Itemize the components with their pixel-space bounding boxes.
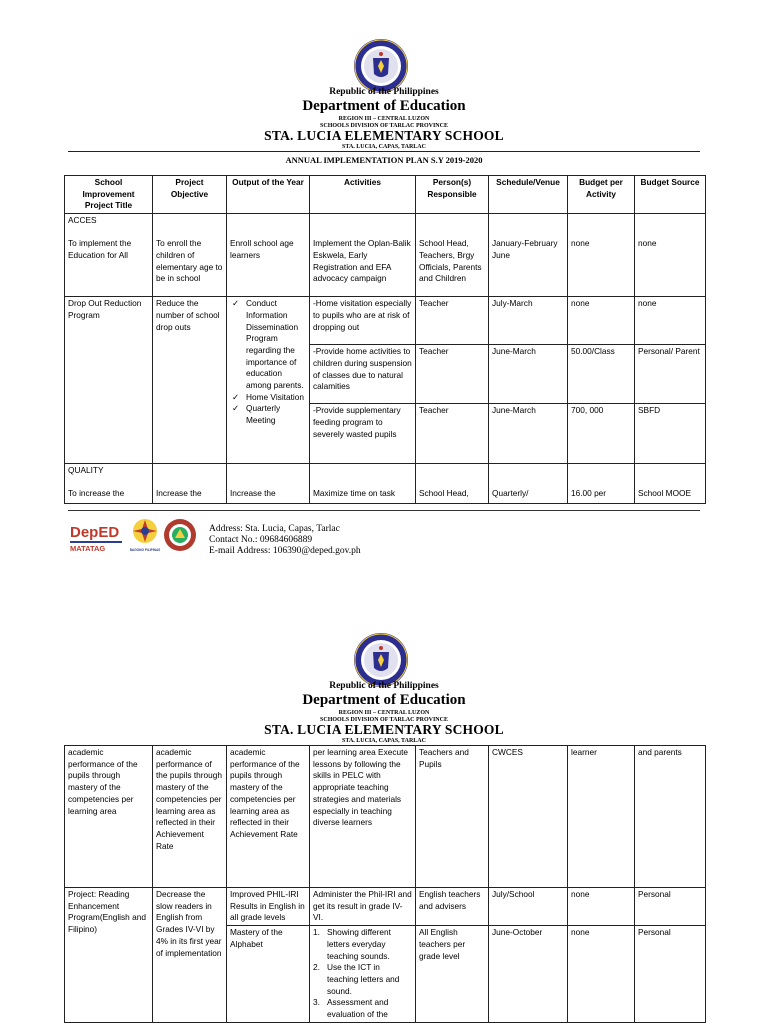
school-address-line: STA. LUCIA, CAPAS, TARLAC [342, 144, 426, 150]
implementation-table-page1 [64, 175, 706, 504]
table-cell [65, 464, 153, 504]
table-cell: academic performance of the pupils through mastery of the competencies per learning area as reflected in their Achievement Rate [153, 746, 227, 888]
table-cell [227, 464, 310, 504]
project-title: To implement the Education for All [68, 237, 132, 260]
table-cell: June-March [489, 345, 568, 404]
activity-item-text: Use the ICT in teaching letters and sound. [327, 962, 400, 996]
page-gap [0, 576, 768, 596]
table-cell: June-March [489, 404, 568, 464]
table-row [65, 214, 706, 297]
document-page-2 [0, 596, 768, 1024]
table-cell [568, 214, 635, 297]
school-name: STA. LUCIA ELEMENTARY SCHOOL [264, 722, 504, 737]
list-item [230, 392, 306, 404]
project-title: To increase the [68, 487, 125, 498]
table-cell: July-March [489, 297, 568, 345]
activity-item-text: Showing different letters everyday teaching sounds. [327, 927, 391, 961]
table-cell: Teacher [416, 297, 489, 345]
table-cell: June-October [489, 926, 568, 1023]
list-item [230, 403, 306, 426]
table-cell [310, 926, 416, 1023]
activity-text: Maximize time on task [313, 488, 396, 499]
republic-line: Republic of the Philippines [329, 87, 439, 97]
table-row [65, 297, 706, 345]
department-title: Department of Education [302, 692, 466, 708]
table-header-row [65, 176, 706, 214]
output-item-text: Conduct Information Dissemination Program regarding the importance of education among parents. [246, 298, 304, 391]
school-address-line: STA. LUCIA, CAPAS, TARLAC [342, 738, 426, 744]
objective-text: Increase the [156, 488, 202, 499]
region-line: REGION III – CENTRAL LUZON [338, 710, 430, 716]
deped-seal-icon [353, 38, 409, 94]
table-cell: Teachers and Pupils [416, 746, 489, 888]
department-title: Department of Education [302, 98, 466, 114]
table-cell: Personal/ Parent [635, 345, 706, 404]
col-header: Schedule/Venue [489, 176, 568, 214]
table-cell: none [568, 926, 635, 1023]
footer-contact: Contact No.: 09684606889 [209, 535, 313, 545]
table-cell: SBFD [635, 404, 706, 464]
footer-email: E-mail Address: 106390@deped.gov.ph [209, 546, 361, 556]
table-cell [568, 464, 635, 504]
table-cell: academic performance of the pupils through mastery of the competencies per learning area [65, 746, 153, 888]
table-row [65, 746, 706, 888]
col-header: Activities [310, 176, 416, 214]
check-icon: ✓ [232, 391, 239, 402]
objective-text: To enroll the children of elementary age to be in school [156, 238, 223, 284]
table-cell: Mastery of the Alphabet [227, 926, 310, 1023]
school-logo [163, 518, 197, 552]
col-header: School Improvement Project Title [65, 176, 153, 214]
activity-numbered-list [313, 927, 412, 1021]
col-header: Budget Source [635, 176, 706, 214]
table-cell: 50.00/Class [568, 345, 635, 404]
table-cell: none [635, 297, 706, 345]
school-name: STA. LUCIA ELEMENTARY SCHOOL [264, 128, 504, 143]
table-row [65, 888, 706, 926]
table-cell: Project: Reading Enhancement Program(English and Filipino) [65, 888, 153, 1023]
table-cell: Drop Out Reduction Program [65, 297, 153, 464]
table-cell: learner [568, 746, 635, 888]
table-cell [416, 214, 489, 297]
activity-item-text: Assessment and evaluation of the [327, 997, 389, 1020]
table-cell [416, 464, 489, 504]
output-text: Enroll school age learners [230, 238, 294, 260]
col-header: Project Objective [153, 176, 227, 214]
table-cell [635, 214, 706, 297]
table-cell: none [568, 297, 635, 345]
list-item: 3. Assessment and evaluation of the [313, 997, 389, 1020]
table-cell [65, 214, 153, 297]
division-line: SCHOOLS DIVISION OF TARLAC PROVINCE [320, 717, 448, 723]
table-cell [310, 464, 416, 504]
persons-text: School Head, [419, 488, 469, 499]
table-cell [153, 464, 227, 504]
division-line: SCHOOLS DIVISION OF TARLAC PROVINCE [320, 123, 448, 129]
col-header: Output of the Year [227, 176, 310, 214]
table-cell: Teacher [416, 345, 489, 404]
table-cell [227, 297, 310, 464]
table-cell: Improved PHIL-IRI Results in English in all grade levels [227, 888, 310, 926]
list-item: 1. Showing different letters everyday teaching sounds. [313, 927, 391, 961]
table-cell: Teacher [416, 404, 489, 464]
table-cell [489, 464, 568, 504]
table-cell: Decrease the slow readers in English from Grades IV-VI by 4% in its first year of implementation [153, 888, 227, 1023]
bagong-pilipinas-logo [130, 517, 160, 555]
implementation-table-page2 [64, 745, 706, 1023]
table-cell: July/School [489, 888, 568, 926]
budget-text: 16.00 per [571, 488, 607, 499]
plan-title: ANNUAL IMPLEMENTATION PLAN S.Y 2019-2020 [285, 155, 483, 165]
table-cell: per learning area Execute lessons by following the skills in PELC with appropriate teaching strategies and materials especially in teaching diverse learners [310, 746, 416, 888]
schedule-text: January-February June [492, 238, 558, 260]
output-item-text: Quarterly Meeting [246, 403, 281, 426]
region-line: REGION III – CENTRAL LUZON [338, 116, 430, 122]
table-cell: English teachers and advisers [416, 888, 489, 926]
deped-logo-text: DepED [70, 524, 120, 541]
table-cell: All English teachers per grade level [416, 926, 489, 1023]
table-cell [489, 214, 568, 297]
section-label-quality: QUALITY [68, 465, 104, 476]
check-icon: ✓ [232, 403, 239, 414]
output-text: Increase the [230, 488, 276, 499]
table-cell: Administer the Phil-IRI and get its result in grade IV-VI. [310, 888, 416, 926]
table-cell: Personal [635, 926, 706, 1023]
table-cell: Personal [635, 888, 706, 926]
table-cell: CWCES [489, 746, 568, 888]
footer-address: Address: Sta. Lucia, Capas, Tarlac [209, 524, 340, 534]
republic-line: Republic of the Philippines [329, 681, 439, 691]
table-cell: academic performance of the pupils through mastery of the competencies per learning area as reflected in their Achievement Rate [227, 746, 310, 888]
check-icon: ✓ [232, 298, 239, 309]
output-checklist [230, 298, 306, 427]
list-item: 2. Use the ICT in teaching letters and sound. [313, 962, 400, 996]
footer-rule [68, 510, 700, 511]
table-cell: none [568, 888, 635, 926]
table-cell: Reduce the number of school drop outs [153, 297, 227, 464]
table-cell: -Home visitation especially to pupils who are at risk of dropping out [310, 297, 416, 345]
bagong-pilipinas-text: BAGONG PILIPINAS [130, 548, 160, 552]
persons-text: School Head, Teachers, Brgy Officials, Parents and Children [419, 238, 482, 284]
section-label-access: ACCES [68, 215, 97, 226]
table-cell: and parents [635, 746, 706, 888]
table-cell: 700, 000 [568, 404, 635, 464]
table-cell [310, 214, 416, 297]
source-text: none [638, 238, 657, 249]
table-cell [153, 214, 227, 297]
deped-matatag-logo [68, 520, 126, 554]
activity-text: Implement the Oplan-Balik Eskwela, Early Registration and EFA advocacy campaign [313, 238, 411, 284]
list-item [230, 298, 306, 392]
table-cell [227, 214, 310, 297]
table-cell: -Provide home activities to children during suspension of classes due to natural calamities [310, 345, 416, 404]
header-rule [68, 151, 700, 152]
schedule-text: Quarterly/ [492, 488, 529, 499]
col-header: Budget per Activity [568, 176, 635, 214]
output-item-text: Home Visitation [246, 391, 304, 402]
deped-seal-icon [353, 632, 409, 688]
source-text: School MOOE [638, 488, 692, 499]
budget-text: none [571, 238, 590, 249]
table-row [65, 464, 706, 504]
table-cell [635, 464, 706, 504]
table-cell: -Provide supplementary feeding program to severely wasted pupils [310, 404, 416, 464]
matatag-logo-text: MATATAG [70, 544, 106, 553]
col-header: Person(s) Responsible [416, 176, 489, 214]
